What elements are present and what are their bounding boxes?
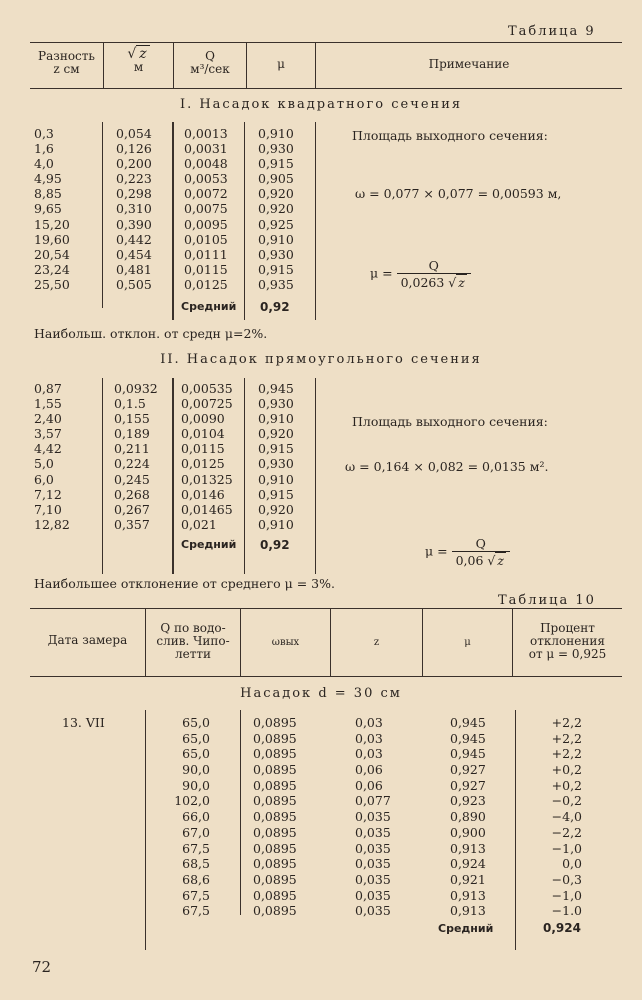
table10-caption: Таблица 10 [498,593,596,608]
table10-header-omega: ωвых [271,637,300,648]
table10-section-title: Насадок d = 30 см [240,686,402,701]
s2-vline-2 [172,378,174,574]
page-number: 72 [32,958,52,976]
table9-caption: Таблица 9 [508,24,596,39]
t10-avg-value: 0,924 [543,921,581,935]
t10-col-pct: +2,2 +2,2 +2,2 +0,2 +0,2 −0,2 −4,0 −2,2 −1,0 0,0 −0,3 −1,0 −1.0 [551,715,582,919]
t10-col-q: 65,0 65,0 65,0 90,0 90,0 102,0 66,0 67,0 67,5 68,5 68,6 67,5 67,5 [174,715,210,919]
section2-title: II. Насадок прямоугольного сечения [160,352,482,367]
table10-header-mu: μ [464,637,471,648]
s1-avg-label: Средний [181,300,237,313]
s1-note-area: Площадь выходного сечения: [352,128,548,143]
s2-vline-3 [244,378,245,574]
s1-vline-1 [102,122,103,308]
table10-header-q: Q по водо- слив. Чипо- летти [156,621,230,661]
table9-header-note: Примечание [428,57,510,71]
section1-title: I. Насадок квадратного сечения [179,97,463,112]
s1-col-sqrtz: 0,054 0,126 0,200 0,223 0,298 0,310 0,390 0,442 0,454 0,481 0,505 [116,126,152,292]
s2-deviation: Наибольшее отклонение от среднего μ = 3%. [34,576,335,591]
table10-header-rule [30,676,622,677]
table9-header-diff: Разность z см [38,49,95,76]
s1-vline-2 [172,122,174,320]
s2-vline-4 [315,378,316,574]
s2-note-area: Площадь выходного сечения: [352,414,548,429]
t10-col-z: 0,03 0,03 0,03 0,06 0,06 0,077 0,035 0,035 0,035 0,035 0,035 0,035 0,035 [355,715,391,919]
s2-col-diff: 0,87 1,55 2,40 3,57 4,42 5,0 6,0 7,12 7,10 12,82 [34,381,70,532]
s1-avg-value: 0,92 [260,300,290,314]
s2-note-mu-formula: μ = $\frac{Q}{0,06 √ z}$ [425,536,510,568]
table9-header-q: Q м³/сек [190,49,230,76]
table9-header-sqrtz: √ z м [104,48,173,74]
s2-vline-1 [102,378,103,574]
table10-header-pct: Процент отклонения от μ = 0,925 [528,621,607,661]
t10-vline-1 [145,710,146,950]
s1-deviation: Наибольш. отклон. от средн μ=2%. [34,326,268,341]
s2-col-mu: 0,945 0,930 0,910 0,920 0,915 0,930 0,910 0,915 0,920 0,910 [258,381,294,532]
t10-date: 13. VII [62,715,105,730]
t10-vline-2 [240,710,241,915]
s1-col-q: 0,0013 0,0031 0,0048 0,0053 0,0072 0,0075 0,0095 0,0105 0,0111 0,0115 0,0125 [184,126,228,292]
s2-avg-label: Средний [181,538,237,551]
s1-note-omega: ω = 0,077 × 0,077 = 0,00593 м, [355,186,562,201]
table10-header-date: Дата замера [47,633,128,647]
s1-col-mu: 0,910 0,930 0,915 0,905 0,920 0,920 0,925 0,910 0,930 0,915 0,935 [258,126,294,292]
table10-top-rule [30,608,622,609]
table9-header-mu: μ [277,57,285,71]
s1-col-diff: 0,3 1,6 4,0 4,95 8,85 9,65 15,20 19,60 20,54 23,24 25,50 [34,126,70,292]
s2-avg-value: 0,92 [260,538,290,552]
s2-col-q: 0,00535 0,00725 0,0090 0,0104 0,0115 0,0125 0,01325 0,0146 0,01465 0,021 [181,381,233,532]
t10-col-mu: 0,945 0,945 0,945 0,927 0,927 0,923 0,890 0,900 0,913 0,924 0,921 0,913 0,913 [450,715,486,919]
t10-col-omega: 0,0895 0,0895 0,0895 0,0895 0,0895 0,0895 0,0895 0,0895 0,0895 0,0895 0,0895 0,0895 0,0895 [253,715,297,919]
table10-header-z: z [373,637,380,648]
s2-note-omega: ω = 0,164 × 0,082 = 0,0135 м². [345,459,549,474]
s1-note-mu-formula: μ = $\frac{Q}{0,0263 √ z}$ [370,258,471,290]
table9-top-rule [30,42,622,43]
table9-header-rule [30,88,622,89]
s2-col-sqrtz: 0,0932 0,1.5 0,155 0,189 0,211 0,224 0,245 0,268 0,267 0,357 [114,381,158,532]
s1-vline-3 [244,122,245,320]
t10-vline-5 [515,710,516,950]
s1-vline-4 [315,122,316,320]
t10-avg-label: Средний [438,922,494,935]
